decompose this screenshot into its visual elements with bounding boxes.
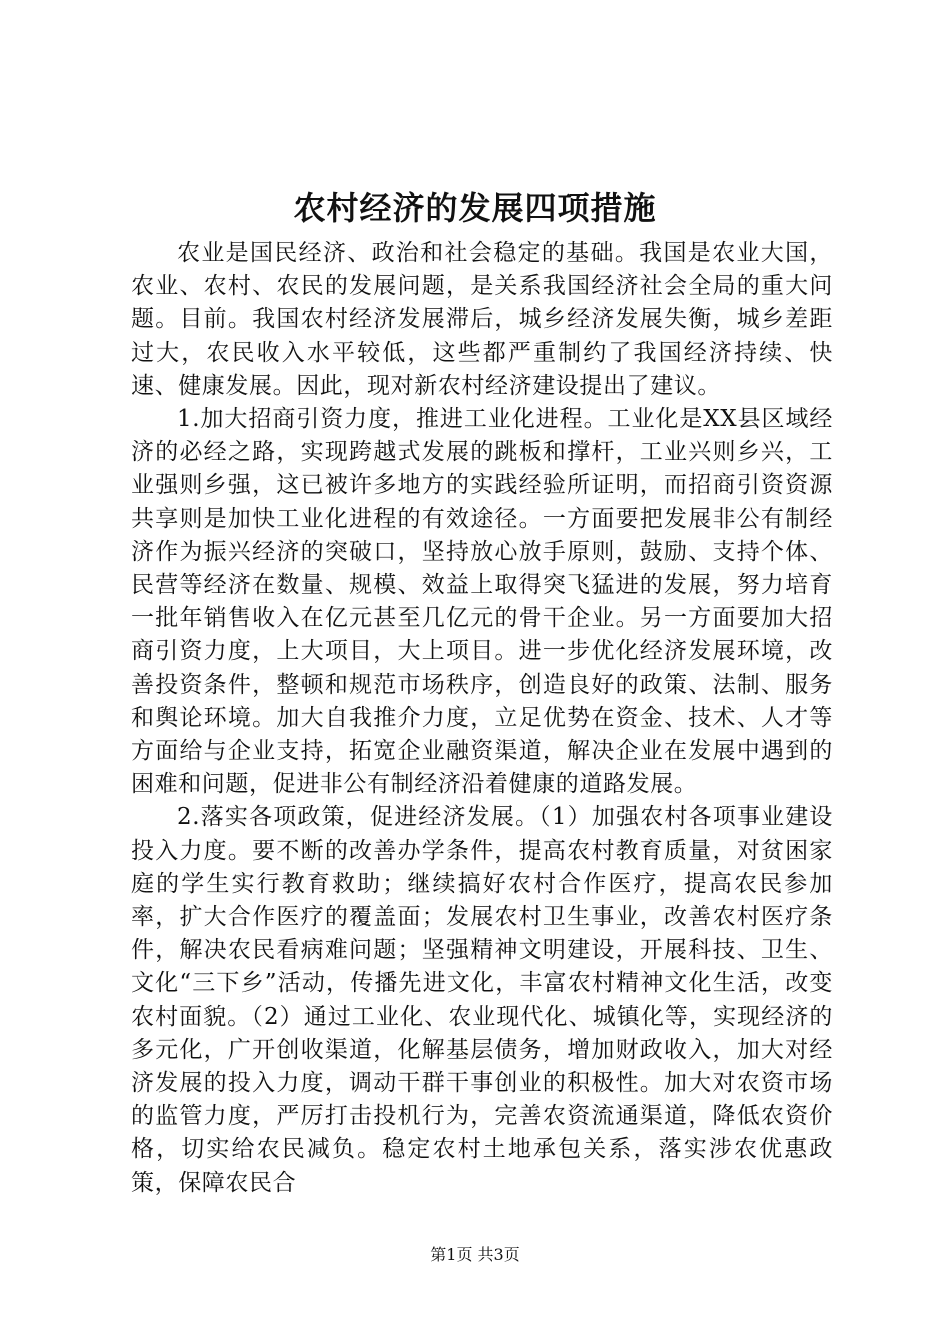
intro-paragraph: 农业是国民经济、政治和社会稳定的基础。我国是农业大国，农业、农村、农民的发展问题，是关系我国经济社会全局的重大问题。目前。我国农村经济发展滞后，城乡经济发展失衡，城乡差距过大，农民收入水平较低，这些都严重制约了我国经济持续、快速、健康发展。因此，现对新农村经济建设提出了建议。 (131, 240, 833, 399)
page-footer: 第1页 共3页 (430, 1245, 520, 1264)
document-title: 农村经济的发展四项措施 (293, 189, 657, 227)
document-body (131, 237, 833, 1200)
measure-2-paragraph: 2.落实各项政策，促进经济发展。（1）加强农村各项事业建设投入力度。要不断的改善办学条件，提高农村教育质量，对贫困家庭的学生实行教育救助；继续搞好农村合作医疗，提高农民参加率，扩大合作医疗的覆盖面；发展农村卫生事业，改善农村医疗条件，解决农民看病难问题；坚强精神文明建设，开展科技、卫生、文化“三下乡”活动，传播先进文化，丰富农村精神文化生活，改变农村面貌。（2）通过工业化、农业现代化、城镇化等，实现经济的多元化，广开创收渠道，化解基层债务，增加财政收入，加大对经济发展的投入力度，调动干群干事创业的积极性。加大对农资市场的监管力度，严厉打击投机行为，完善农资流通渠道，降低农资价格，切实给农民减负。稳定农村土地承包关系，落实涉农优惠政策，保障农民合 (131, 804, 833, 1196)
measure-1-paragraph: 1.加大招商引资力度，推进工业化进程。工业化是XX县区域经济的必经之路，实现跨越式发展的跳板和撑杆，工业兴则乡兴，工业强则乡强，这已被许多地方的实践经验所证明，而招商引资资源共享则是加快工业化进程的有效途径。一方面要把发展非公有制经济作为振兴经济的突破口，坚持放心放手原则，鼓励、支持个体、民营等经济在数量、规模、效益上取得突飞猛进的发展，努力培育一批年销售收入在亿元甚至几亿元的骨干企业。另一方面要加大招商引资力度，上大项目，大上项目。进一步优化经济发展环境，改善投资条件，整顿和规范市场秩序，创造良好的政策、法制、服务和舆论环境。加大自我推介力度，立足优势在资金、技术、人才等方面给与企业支持，拓宽企业融资渠道，解决企业在发展中遇到的困难和问题，促进非公有制经济沿着健康的道路发展。 (131, 406, 833, 798)
